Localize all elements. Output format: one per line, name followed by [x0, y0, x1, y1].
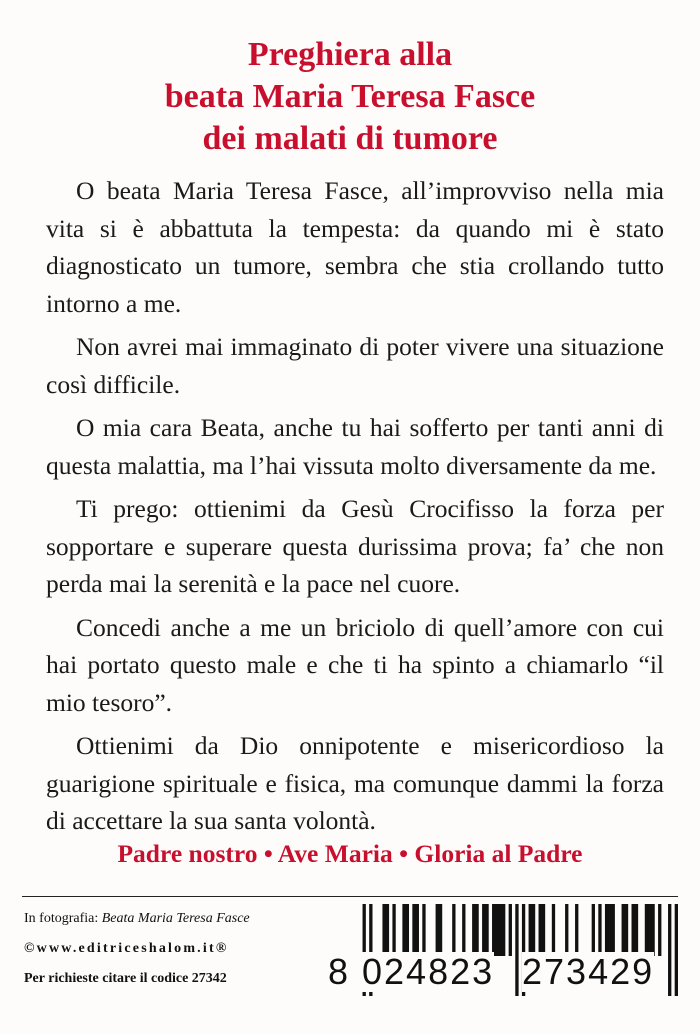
prayer-paragraph-1: O beata Maria Teresa Fasce, all’improvviso nella mia vita si è abbattuta la tempesta: da quando mi è stato diagnosticato un tumore, sembra che stia crollando tutto intorno a me.	[46, 176, 664, 318]
title-line-2: beata Maria Teresa Fasce	[164, 78, 536, 115]
barcode-bar	[565, 904, 568, 956]
barcode-bar	[592, 904, 595, 956]
closing-prayers	[0, 838, 700, 870]
barcode-bar	[529, 904, 536, 956]
prayer-paragraph-2: Non avrei mai immaginato di poter vivere una situazione così difficile.	[46, 332, 664, 399]
barcode-bar	[539, 904, 546, 956]
bullet-separator: •	[263, 839, 273, 868]
prayer-body	[46, 172, 664, 846]
barcode-bar	[392, 904, 395, 956]
prayer-gloria: Gloria al Padre	[414, 839, 583, 868]
barcode-bar	[436, 904, 443, 956]
prayer-padre-nostro: Padre nostro	[117, 839, 258, 868]
copyright-website: ©www.editriceshalom.it®	[24, 941, 229, 956]
photo-credit-subject: Beata Maria Teresa Fasce	[101, 911, 250, 926]
barcode-bar	[422, 904, 425, 956]
photo-credit-label: In fotografia:	[24, 911, 99, 926]
barcode-bar	[472, 904, 479, 956]
barcode-first-digit: 8	[328, 951, 349, 992]
barcode-bar	[509, 904, 512, 956]
prayer-paragraph-6: Ottienimi da Dio onnipotente e misericordioso la guarigione spirituale e fisica, ma comunque dammi la forza di accettare la sua santa volontà.	[46, 731, 664, 835]
barcode-bar	[492, 904, 505, 956]
product-code-note: Per richieste citare il codice 27342	[24, 971, 227, 986]
barcode-bar	[462, 904, 465, 956]
barcode-left-group: 024823	[362, 951, 495, 992]
divider	[22, 896, 678, 897]
barcode-bar	[632, 904, 639, 956]
barcode-digits	[326, 952, 678, 992]
barcode-right-group: 273429	[522, 951, 655, 992]
title-line-3: dei malati di tumore	[202, 120, 498, 157]
title-line-1: Preghiera alla	[247, 36, 453, 73]
prayer-paragraph-3: O mia cara Beata, anche tu hai sofferto per tanti anni di questa malattia, ma l’hai vissuta molto diversamente da me.	[46, 413, 664, 480]
barcode-bar	[412, 904, 419, 956]
barcode-bar	[598, 904, 601, 956]
barcode-bar	[452, 904, 455, 956]
barcode-bar	[645, 904, 655, 956]
barcode-bar	[552, 904, 555, 956]
barcode-bar	[482, 904, 489, 956]
barcode-bar	[622, 904, 629, 956]
barcode-bar	[382, 904, 389, 956]
bullet-separator: •	[399, 839, 409, 868]
prayer-title	[0, 34, 700, 160]
photo-credit	[24, 904, 324, 934]
prayer-paragraph-4: Ti prego: ottienimi da Gesù Crocifisso la forza per sopportare e superare questa durissima prova; fa’ che non perda mai la serenità e la pace nel cuore.	[46, 494, 664, 598]
barcode-bar	[575, 904, 578, 956]
prayer-ave-maria: Ave Maria	[277, 839, 393, 868]
barcode-bar	[658, 904, 661, 956]
credits-block	[24, 904, 324, 994]
barcode-bar	[402, 904, 409, 956]
prayer-paragraph-5: Concedi anche a me un briciolo di quell’amore con cui hai portato questo male e che ti ha spinto a chiamarlo “il mio tesoro”.	[46, 612, 664, 717]
barcode-bar	[605, 904, 615, 956]
